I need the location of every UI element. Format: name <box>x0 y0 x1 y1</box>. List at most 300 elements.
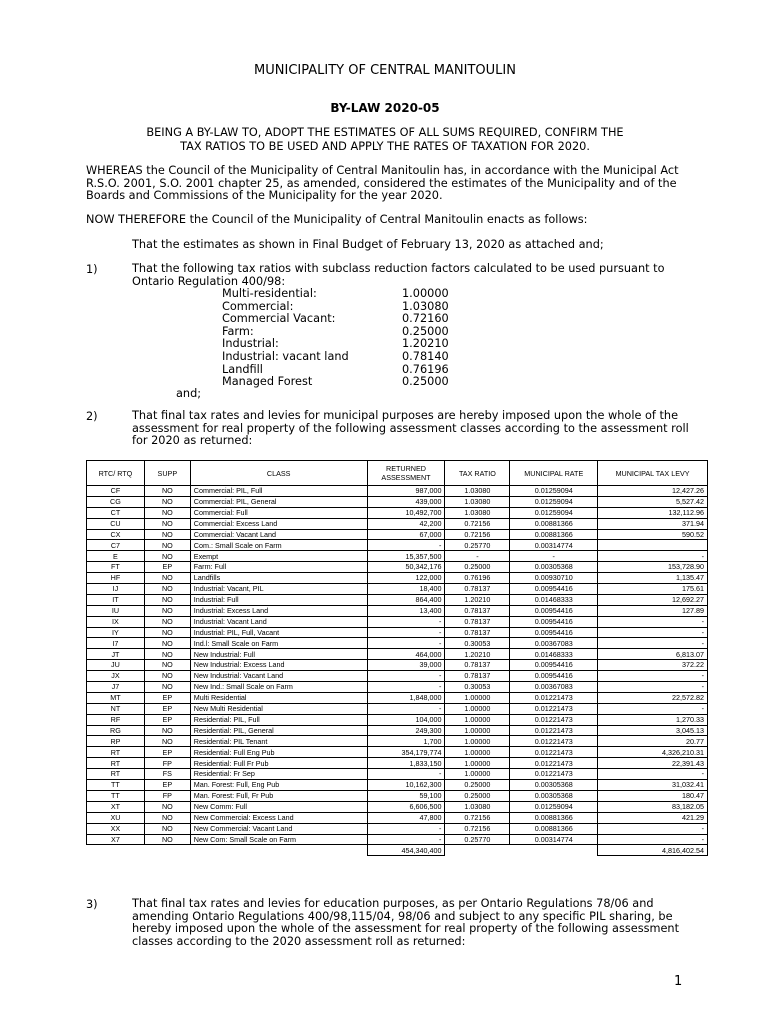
tax-ratio-cell: 0.30053 <box>445 682 510 693</box>
municipal-rate-cell: 0.01259094 <box>510 801 598 812</box>
supp-cell: NO <box>144 540 190 551</box>
total-assessment: 454,340,400 <box>367 845 445 856</box>
tax-levy-cell: 590.52 <box>598 529 708 540</box>
rtc-cell: XU <box>87 812 145 823</box>
tax-levy-cell: 175.61 <box>598 584 708 595</box>
municipal-rate-cell: 0.00881366 <box>510 529 598 540</box>
tax-ratio-cell: 0.25000 <box>445 780 510 791</box>
header-municipal-rate: MUNICIPAL RATE <box>510 461 598 486</box>
municipal-rate-cell: 0.00305368 <box>510 562 598 573</box>
table-row <box>87 584 708 595</box>
municipal-rate-cell: 0.00930710 <box>510 573 598 584</box>
tax-ratio-cell: 1.00000 <box>445 692 510 703</box>
rtc-cell: J7 <box>87 682 145 693</box>
assessment-cell: 6,606,500 <box>367 801 445 812</box>
class-cell: Industrial: PIL, Full, Vacant <box>190 627 367 638</box>
estimates-paragraph: That the estimates as shown in Final Budget of February 13, 2020 as attached and; <box>132 238 604 251</box>
class-cell: Residential: Full Eng Pub <box>190 747 367 758</box>
purpose-line-1: BEING A BY-LAW TO, ADOPT THE ESTIMATES OF ALL SUMS REQUIRED, CONFIRM THE <box>146 126 624 139</box>
tax-levy-cell: 180.47 <box>598 790 708 801</box>
class-cell: Residential: PIL, Full <box>190 714 367 725</box>
municipal-rate-cell: 0.01221473 <box>510 725 598 736</box>
tax-ratio-cell: 0.25000 <box>445 790 510 801</box>
rtc-cell: HF <box>87 573 145 584</box>
item-3-number: 3) <box>86 898 98 911</box>
table-row <box>87 725 708 736</box>
rtc-cell: TT <box>87 790 145 801</box>
tax-ratio-cell: 1.00000 <box>445 758 510 769</box>
table-row <box>87 758 708 769</box>
class-cell: New Multi Residential <box>190 703 367 714</box>
class-cell: Man. Forest: Full, Eng Pub <box>190 780 367 791</box>
supp-cell: EP <box>144 692 190 703</box>
table-row <box>87 660 708 671</box>
tax-levy-cell: 1,135.47 <box>598 573 708 584</box>
municipal-rate-cell: 0.00305368 <box>510 780 598 791</box>
header-rtc: RTC/ RTQ <box>87 461 145 486</box>
tax-ratio-cell: 0.78137 <box>445 660 510 671</box>
supp-cell: NO <box>144 584 190 595</box>
class-cell: Man. Forest: Full, Fr Pub <box>190 790 367 801</box>
assessment-cell: 13,400 <box>367 605 445 616</box>
tax-ratio-value: 1.00000 <box>402 287 449 300</box>
supp-cell: NO <box>144 551 190 562</box>
tax-ratio-value: 0.25000 <box>402 324 449 338</box>
tax-levy-cell: 22,391.43 <box>598 758 708 769</box>
rtc-cell: CG <box>87 496 145 507</box>
tax-ratio-name: Landfill <box>222 362 263 376</box>
tax-ratio-cell: 0.72156 <box>445 518 510 529</box>
supp-cell: EP <box>144 562 190 573</box>
class-cell: Exempt <box>190 551 367 562</box>
assessment-cell: - <box>367 682 445 693</box>
class-cell: Com.: Small Scale on Farm <box>190 540 367 551</box>
supp-cell: FS <box>144 769 190 780</box>
table-row <box>87 551 708 562</box>
bylaw-number: BY-LAW 2020-05 <box>330 101 440 115</box>
rtc-cell: XX <box>87 823 145 834</box>
table-row <box>87 692 708 703</box>
supp-cell: NO <box>144 496 190 507</box>
rtc-cell: CU <box>87 518 145 529</box>
tax-levy-cell: 372.22 <box>598 660 708 671</box>
tax-ratio-cell: 1.00000 <box>445 725 510 736</box>
class-cell: Residential: PIL, General <box>190 725 367 736</box>
tax-ratio-cell: 1.03080 <box>445 801 510 812</box>
table-row <box>87 638 708 649</box>
tax-ratio-cell: 1.20210 <box>445 649 510 660</box>
assessment-cell: 122,000 <box>367 573 445 584</box>
class-cell: New Industrial: Vacant Land <box>190 671 367 682</box>
class-cell: Residential: Full Fr Pub <box>190 758 367 769</box>
supp-cell: NO <box>144 725 190 736</box>
now-therefore-paragraph: NOW THEREFORE the Council of the Municipality of Central Manitoulin enacts as follows: <box>86 213 588 226</box>
table-row <box>87 714 708 725</box>
municipal-rate-cell: 0.01221473 <box>510 736 598 747</box>
supp-cell: NO <box>144 649 190 660</box>
assessment-cell: - <box>367 823 445 834</box>
tax-ratio-cell: 1.00000 <box>445 703 510 714</box>
supp-cell: NO <box>144 594 190 605</box>
tax-levy-cell: - <box>598 551 708 562</box>
supp-cell: NO <box>144 834 190 845</box>
table-row <box>87 736 708 747</box>
municipal-rate-cell: 0.00367083 <box>510 638 598 649</box>
assessment-cell: - <box>367 627 445 638</box>
table-row <box>87 605 708 616</box>
assessment-cell: 864,400 <box>367 594 445 605</box>
municipal-rate-cell: 0.01468333 <box>510 649 598 660</box>
tax-ratio-value: 0.25000 <box>402 375 449 389</box>
tax-ratio-cell: 0.76196 <box>445 573 510 584</box>
table-row <box>87 671 708 682</box>
class-cell: Ind.l: Small Scale on Farm <box>190 638 367 649</box>
rtc-cell: RF <box>87 714 145 725</box>
class-cell: Commercial: Full <box>190 507 367 518</box>
rtc-cell: NT <box>87 703 145 714</box>
purpose-line-2: TAX RATIOS TO BE USED AND APPLY THE RATES OF TAXATION FOR 2020. <box>180 139 590 153</box>
tax-ratio-name: Industrial: vacant land <box>222 350 349 363</box>
municipal-rate-cell: 0.00314774 <box>510 834 598 845</box>
class-cell: Farm: Full <box>190 562 367 573</box>
assessment-cell: - <box>367 703 445 714</box>
tax-ratio-cell: 0.25770 <box>445 834 510 845</box>
table-header-row <box>87 461 708 486</box>
rtc-cell: RT <box>87 758 145 769</box>
tax-ratio-cell: 1.03080 <box>445 496 510 507</box>
table-row <box>87 801 708 812</box>
supp-cell: NO <box>144 823 190 834</box>
tax-levy-cell: - <box>598 834 708 845</box>
tax-ratio-cell: 1.00000 <box>445 714 510 725</box>
table-row <box>87 780 708 791</box>
municipal-rate-cell: 0.00305368 <box>510 790 598 801</box>
assessment-cell: 10,492,700 <box>367 507 445 518</box>
tax-levy-cell: 31,032.41 <box>598 780 708 791</box>
tax-ratio-cell: - <box>445 551 510 562</box>
class-cell: New Industrial: Excess Land <box>190 660 367 671</box>
tax-ratio-name: Managed Forest <box>222 375 313 389</box>
assessment-cell: - <box>367 540 445 551</box>
table-row <box>87 769 708 780</box>
rtc-cell: JT <box>87 649 145 660</box>
supp-cell: NO <box>144 529 190 540</box>
rtc-cell: E <box>87 551 145 562</box>
municipal-rate-cell: - <box>510 551 598 562</box>
rtc-cell: CF <box>87 486 145 497</box>
class-cell: New Com: Small Scale on Farm <box>190 834 367 845</box>
tax-ratio-cell: 0.30053 <box>445 638 510 649</box>
tax-ratio-cell: 0.25770 <box>445 540 510 551</box>
tax-ratio-cell: 1.00000 <box>445 769 510 780</box>
tax-ratio-value: 1.03080 <box>402 299 449 313</box>
assessment-cell: 59,100 <box>367 790 445 801</box>
tax-levy-cell: - <box>598 703 708 714</box>
tax-ratio-name: Commercial: <box>222 299 294 313</box>
tax-ratio-name: Multi-residential: <box>222 287 317 300</box>
municipal-rate-cell: 0.01221473 <box>510 747 598 758</box>
tax-levy-cell <box>598 540 708 551</box>
municipal-rate-cell: 0.01221473 <box>510 714 598 725</box>
assessment-cell: 354,179,774 <box>367 747 445 758</box>
tax-ratio-name: Commercial Vacant: <box>222 312 336 326</box>
table-row <box>87 747 708 758</box>
assessment-cell: 439,000 <box>367 496 445 507</box>
class-cell: Commercial: Vacant Land <box>190 529 367 540</box>
tax-ratio-cell: 1.00000 <box>445 736 510 747</box>
tax-ratio-cell: 0.78137 <box>445 616 510 627</box>
municipal-rate-cell: 0.01259094 <box>510 486 598 497</box>
table-row <box>87 834 708 845</box>
table-row <box>87 682 708 693</box>
supp-cell: NO <box>144 638 190 649</box>
supp-cell: NO <box>144 671 190 682</box>
tax-ratio-value: 1.20210 <box>402 337 449 351</box>
tax-levy-cell: 3,045.13 <box>598 725 708 736</box>
item-2-number: 2) <box>86 410 98 423</box>
table-row <box>87 594 708 605</box>
class-cell: Industrial: Full <box>190 594 367 605</box>
assessment-cell: 987,000 <box>367 486 445 497</box>
municipal-rate-cell: 0.01259094 <box>510 507 598 518</box>
total-levy: 4,816,402.54 <box>598 845 708 856</box>
assessment-cell: 464,000 <box>367 649 445 660</box>
supp-cell: NO <box>144 518 190 529</box>
rtc-cell: IJ <box>87 584 145 595</box>
tax-levy-cell: - <box>598 671 708 682</box>
tax-ratio-cell: 1.03080 <box>445 486 510 497</box>
class-cell: New Ind.: Small Scale on Farm <box>190 682 367 693</box>
rtc-cell: CX <box>87 529 145 540</box>
rtc-cell: I7 <box>87 638 145 649</box>
assessment-cell: 18,400 <box>367 584 445 595</box>
tax-levy-cell: 421.29 <box>598 812 708 823</box>
municipal-rate-cell: 0.00367083 <box>510 682 598 693</box>
table-row <box>87 823 708 834</box>
page-number: 1 <box>674 974 683 989</box>
assessment-cell: 249,300 <box>367 725 445 736</box>
tax-levy-cell: 83,182.05 <box>598 801 708 812</box>
assessment-cell: 67,000 <box>367 529 445 540</box>
assessment-cell: 15,357,500 <box>367 551 445 562</box>
class-cell: New Commercial: Vacant Land <box>190 823 367 834</box>
supp-cell: NO <box>144 627 190 638</box>
tax-ratio-cell: 0.78137 <box>445 584 510 595</box>
tax-levy-cell: 371.94 <box>598 518 708 529</box>
supp-cell: NO <box>144 616 190 627</box>
rtc-cell: FT <box>87 562 145 573</box>
municipal-rate-cell: 0.00954416 <box>510 660 598 671</box>
municipal-rate-cell: 0.00881366 <box>510 823 598 834</box>
and-text: and; <box>176 387 202 400</box>
supp-cell: NO <box>144 605 190 616</box>
assessment-cell: - <box>367 769 445 780</box>
rtc-cell: IX <box>87 616 145 627</box>
municipal-rate-cell: 0.01468333 <box>510 594 598 605</box>
rtc-cell: C7 <box>87 540 145 551</box>
assessment-cell: 39,000 <box>367 660 445 671</box>
municipal-rate-cell: 0.00954416 <box>510 605 598 616</box>
assessment-cell: - <box>367 834 445 845</box>
supp-cell: EP <box>144 714 190 725</box>
tax-levy-cell: 22,572.82 <box>598 692 708 703</box>
class-cell: Commercial: PIL, General <box>190 496 367 507</box>
class-cell: New Comm: Full <box>190 801 367 812</box>
item-2-text: That final tax rates and levies for municipal purposes are hereby imposed upon the whole of the assessment for real property of the following assessment classes according to the assessment roll for 2020 as returned: <box>132 409 689 448</box>
municipal-tax-table <box>86 460 708 856</box>
tax-ratio-cell: 0.78137 <box>445 605 510 616</box>
tax-levy-cell: 12,692.27 <box>598 594 708 605</box>
municipal-rate-cell: 0.00954416 <box>510 671 598 682</box>
assessment-cell: 104,000 <box>367 714 445 725</box>
whereas-paragraph: WHEREAS the Council of the Municipality of Central Manitoulin has, in accordance with the Municipal Act R.S.O. 2001, S.O. 2001 chapter 25, as amended, considered the estimates of the Municipality and of the Boards and Commissions of the Municipality for the year 2020. <box>86 164 679 203</box>
tax-ratio-cell: 0.72156 <box>445 823 510 834</box>
tax-ratio-cell: 0.78137 <box>445 671 510 682</box>
table-row <box>87 529 708 540</box>
assessment-cell: - <box>367 638 445 649</box>
item-1-number: 1) <box>86 263 98 276</box>
municipal-rate-cell: 0.00881366 <box>510 518 598 529</box>
header-tax-levy: MUNICIPAL TAX LEVY <box>598 461 708 486</box>
supp-cell: FP <box>144 758 190 769</box>
class-cell: Commercial: Excess Land <box>190 518 367 529</box>
class-cell: New Industrial: Full <box>190 649 367 660</box>
table-row <box>87 627 708 638</box>
tax-ratio-cell: 1.20210 <box>445 594 510 605</box>
tax-levy-cell: 6,813.07 <box>598 649 708 660</box>
table-total-row <box>87 845 708 856</box>
tax-levy-cell: 20.77 <box>598 736 708 747</box>
table-row <box>87 649 708 660</box>
document-title: MUNICIPALITY OF CENTRAL MANITOULIN <box>254 63 516 78</box>
supp-cell: NO <box>144 573 190 584</box>
tax-levy-cell: 12,427.26 <box>598 486 708 497</box>
tax-ratio-value: 0.72160 <box>402 312 449 326</box>
municipal-rate-cell: 0.00881366 <box>510 812 598 823</box>
table-row <box>87 507 708 518</box>
assessment-cell: - <box>367 616 445 627</box>
tax-ratio-cell: 1.00000 <box>445 747 510 758</box>
tax-levy-cell: 153,728.90 <box>598 562 708 573</box>
municipal-rate-cell: 0.00954416 <box>510 627 598 638</box>
tax-levy-cell: - <box>598 823 708 834</box>
rtc-cell: IT <box>87 594 145 605</box>
municipal-rate-cell: 0.01259094 <box>510 496 598 507</box>
tax-levy-cell: 1,270.33 <box>598 714 708 725</box>
assessment-cell: 42,200 <box>367 518 445 529</box>
rtc-cell: RT <box>87 747 145 758</box>
tax-ratio-cell: 0.78137 <box>445 627 510 638</box>
class-cell: Multi Residential <box>190 692 367 703</box>
class-cell: Industrial: Vacant, PIL <box>190 584 367 595</box>
rtc-cell: CT <box>87 507 145 518</box>
tax-ratio-name: Farm: <box>222 324 254 338</box>
header-tax-ratio: TAX RATIO <box>445 461 510 486</box>
tax-levy-cell: - <box>598 627 708 638</box>
tax-ratio-cell: 1.03080 <box>445 507 510 518</box>
tax-levy-cell: 132,112.96 <box>598 507 708 518</box>
tax-ratio-value: 0.78140 <box>402 350 449 363</box>
class-cell: Residential: PIL Tenant <box>190 736 367 747</box>
table-row <box>87 812 708 823</box>
supp-cell: NO <box>144 736 190 747</box>
rtc-cell: RG <box>87 725 145 736</box>
supp-cell: EP <box>144 780 190 791</box>
assessment-cell: 1,833,150 <box>367 758 445 769</box>
tax-ratio-value: 0.76196 <box>402 362 449 376</box>
rtc-cell: X7 <box>87 834 145 845</box>
tax-ratio-cell: 0.25000 <box>445 562 510 573</box>
class-cell: Commercial: PIL, Full <box>190 486 367 497</box>
class-cell: Residential: Fr Sep <box>190 769 367 780</box>
rtc-cell: TT <box>87 780 145 791</box>
tax-levy-cell: 5,527.42 <box>598 496 708 507</box>
supp-cell: NO <box>144 507 190 518</box>
header-assessment: RETURNED ASSESSMENT <box>367 461 445 486</box>
tax-ratio-name: Industrial: <box>222 337 279 351</box>
municipal-rate-cell: 0.00314774 <box>510 540 598 551</box>
rtc-cell: RP <box>87 736 145 747</box>
item-3-text: That final tax rates and levies for education purposes, as per Ontario Regulations 78/06 and amending Ontario Regulations 400/98,115/04, 98/06 and subject to any specific PIL sharing, be hereby imposed upon the whole of the assessment for real property of the following assessment classes according to the 2020 assessment roll as returned: <box>132 897 680 948</box>
supp-cell: NO <box>144 660 190 671</box>
municipal-rate-cell: 0.01221473 <box>510 758 598 769</box>
municipal-rate-cell: 0.01221473 <box>510 692 598 703</box>
municipal-rate-cell: 0.00954416 <box>510 584 598 595</box>
tax-levy-cell: 127.89 <box>598 605 708 616</box>
municipal-rate-cell: 0.01221473 <box>510 703 598 714</box>
bylaw-purpose <box>60 126 710 153</box>
supp-cell: FP <box>144 790 190 801</box>
tax-levy-cell: - <box>598 616 708 627</box>
table-row <box>87 518 708 529</box>
tax-levy-cell: 4,326,210.31 <box>598 747 708 758</box>
rtc-cell: MT <box>87 692 145 703</box>
table-row <box>87 573 708 584</box>
tax-ratio-cell: 0.72156 <box>445 812 510 823</box>
supp-cell: NO <box>144 682 190 693</box>
rtc-cell: XT <box>87 801 145 812</box>
tax-levy-cell: - <box>598 682 708 693</box>
assessment-cell: 47,800 <box>367 812 445 823</box>
municipal-rate-cell: 0.00954416 <box>510 616 598 627</box>
rtc-cell: RT <box>87 769 145 780</box>
class-cell: Industrial: Excess Land <box>190 605 367 616</box>
supp-cell: NO <box>144 801 190 812</box>
assessment-cell: - <box>367 671 445 682</box>
tax-ratio-cell: 0.72156 <box>445 529 510 540</box>
assessment-cell: 1,848,000 <box>367 692 445 703</box>
supp-cell: EP <box>144 703 190 714</box>
supp-cell: EP <box>144 747 190 758</box>
municipal-rate-cell: 0.01221473 <box>510 769 598 780</box>
supp-cell: NO <box>144 486 190 497</box>
assessment-cell: 1,700 <box>367 736 445 747</box>
header-class: CLASS <box>190 461 367 486</box>
assessment-cell: 50,342,176 <box>367 562 445 573</box>
class-cell: New Commercial: Excess Land <box>190 812 367 823</box>
rtc-cell: JU <box>87 660 145 671</box>
item-1-text: That the following tax ratios with subclass reduction factors calculated to be used pursuant to Ontario Regulation 400/98: <box>132 262 665 288</box>
supp-cell: NO <box>144 812 190 823</box>
table-row <box>87 496 708 507</box>
table-row <box>87 703 708 714</box>
assessment-cell: 10,162,300 <box>367 780 445 791</box>
table-row <box>87 486 708 497</box>
rtc-cell: IU <box>87 605 145 616</box>
table-row <box>87 540 708 551</box>
class-cell: Landfills <box>190 573 367 584</box>
rtc-cell: IY <box>87 627 145 638</box>
